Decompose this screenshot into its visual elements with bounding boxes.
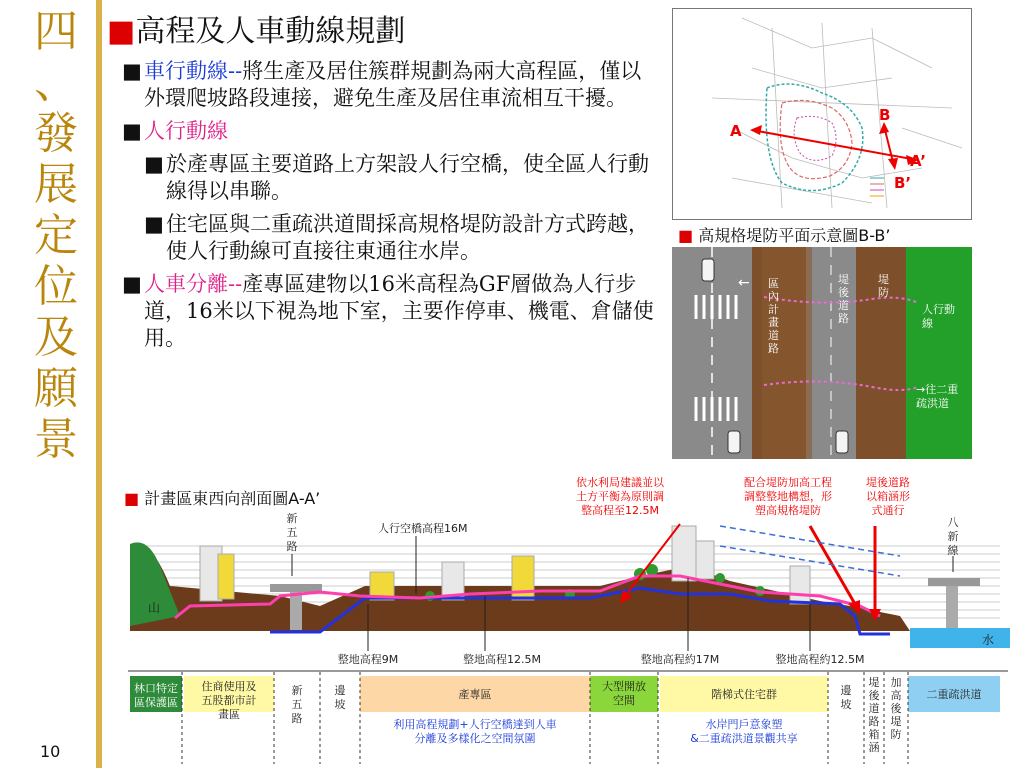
sidebar — [0, 0, 96, 768]
ba-xin-label-char: 線 — [947, 544, 959, 557]
bullet-list — [122, 58, 662, 358]
plan-road-label-char: 畫 — [768, 316, 779, 329]
plan-bank-road-label-char: 道 — [838, 299, 849, 312]
bullet-marker: ■ — [122, 59, 142, 83]
bullet-head: 人行動線 — [144, 119, 228, 143]
bullet-text: 將生產及居住簇群規劃為兩大高程區，僅以外環爬坡路段連接，避免生產及居住車流相互干擾。 — [144, 59, 642, 110]
xinwu-label-char: 新 — [286, 512, 298, 525]
xinwu-road-column — [290, 592, 302, 630]
note-1-line: 整高程至12.5M — [581, 504, 659, 517]
zone-residential-label: 階梯式住宅群 — [711, 688, 777, 701]
plan-pedestrian-label-line: 人行動 — [922, 303, 955, 316]
zone-slope-label: 邊 — [840, 684, 852, 697]
bullet-marker: ■ — [122, 272, 142, 296]
caption-marker: ■ — [678, 226, 694, 245]
caption-marker: ■ — [124, 489, 140, 508]
map-label-b-prime: B’ — [894, 174, 912, 192]
bullet-text: 於產專區主要道路上方架設人行空橋，使全區人行動線得以串聯。 — [166, 152, 649, 203]
plan-road-label-char: 路 — [768, 342, 779, 355]
map-label-b: B — [879, 106, 891, 124]
zone-slope-label: 邊 — [334, 684, 346, 697]
zone-notes — [393, 717, 797, 745]
zone-forest-label: 區保護區 — [134, 696, 178, 709]
ba-xin-column — [946, 586, 958, 628]
xinwu-road-deck — [270, 584, 322, 592]
note-2-line: 配合堤防加高工程 — [744, 476, 832, 489]
bullet-pedestrian — [122, 118, 662, 145]
title-text: 高程及人車動線規劃 — [135, 14, 406, 49]
note-3-line: 式通行 — [871, 504, 905, 517]
xinwu-label — [287, 512, 298, 553]
bullet-text: 產專區建物以16米高程為GF層做為人行步道，16米以下視為地下室，主要作停車、機電、倉儲使用。 — [144, 272, 654, 350]
zone-commercial-label: 五股都市計 — [201, 694, 257, 707]
zone-bank-road-char: 堤 — [868, 676, 880, 689]
plan-bank-road-label-char: 路 — [838, 312, 849, 325]
car-icon — [728, 431, 740, 453]
mountain-label: 山 — [148, 601, 161, 615]
zone-slope-label: 坡 — [840, 698, 852, 711]
ba-xin-label-char: 新 — [947, 530, 959, 543]
green-bank — [906, 247, 972, 459]
slide-title — [107, 6, 405, 50]
vertical-title-char: 願 — [34, 363, 78, 414]
plan-bank-road-label-char: 後 — [838, 286, 849, 299]
vertical-title-char: 位 — [34, 261, 78, 312]
site-map — [672, 8, 972, 220]
plan-levee-label — [878, 272, 889, 299]
note-2-line: 塑高規格堤防 — [755, 504, 821, 517]
plan-floodway-label-line: →往二重 — [916, 383, 959, 396]
zone-note-residential: &二重疏洪道景觀共享 — [690, 732, 798, 745]
zone-bank-road-label — [869, 675, 881, 754]
zone-xinwu-label: 新 — [291, 684, 303, 697]
ba-xin-deck — [928, 578, 980, 586]
zone-raised-levee-char: 高 — [890, 689, 902, 702]
zone-note-industry: 分離及多樣化之空間氛圍 — [414, 732, 536, 745]
bullet-head: 車行動線-- — [144, 59, 243, 83]
zone-bank-road-char: 後 — [868, 689, 880, 702]
caption-text: 計畫區東西向剖面圖A-A’ — [144, 489, 321, 508]
vertical-title-char: 定 — [34, 210, 78, 261]
note-2 — [744, 475, 832, 517]
elevation-label: 整地高程9M — [337, 653, 399, 666]
zone-commercial-label: 住商使用及 — [201, 680, 257, 693]
vertical-title-char: 展 — [34, 159, 78, 210]
vertical-title — [28, 6, 84, 465]
accent-divider — [96, 0, 102, 768]
vertical-title-char: 四 — [34, 6, 78, 57]
bullet-marker: ■ — [122, 119, 142, 143]
plan-arrow: ← — [738, 275, 750, 291]
zone-raised-levee-char: 防 — [890, 728, 902, 741]
note-3 — [866, 475, 910, 517]
zone-raised-levee-char: 加 — [890, 676, 902, 689]
note-1 — [576, 475, 665, 517]
plan-pedestrian-label-line: 線 — [922, 317, 933, 330]
elevation-label: 整地高程12.5M — [463, 653, 541, 666]
page-number: 10 — [40, 742, 61, 761]
car-icon — [836, 431, 848, 453]
bullet-text: 住宅區與二重疏洪道間採高規格堤防設計方式跨越，使人行動線可直接往東通往水岸。 — [166, 212, 649, 263]
water-label: 水 — [982, 633, 995, 647]
zone-industry-label: 產專區 — [458, 688, 492, 701]
zone-open-space-label: 空間 — [613, 694, 635, 707]
bullet-sub-levee — [144, 211, 662, 265]
section-diagram — [120, 466, 1020, 766]
vertical-title-char: 發 — [34, 108, 78, 159]
title-marker: ■ — [107, 14, 136, 49]
note-3-line: 堤後道路 — [866, 476, 910, 489]
caption-text: 高規格堤防平面示意圖B-B’ — [698, 226, 891, 245]
zone-slope-label: 坡 — [334, 698, 346, 711]
zone-note-residential: 水岸門戶意象塑 — [705, 718, 783, 731]
ba-xin-label-char: 八 — [947, 516, 959, 529]
zone-bank-road-char: 涵 — [868, 741, 880, 754]
levee-plan-diagram — [672, 247, 972, 459]
zone-forest-label: 林口特定 — [134, 682, 178, 695]
zone-xinwu-label: 五 — [291, 698, 303, 711]
vertical-title-char: 、 — [34, 57, 78, 108]
ba-xin-label — [948, 516, 959, 557]
xinwu-label-char: 五 — [286, 526, 298, 539]
plan-levee-label-char: 堤 — [878, 273, 889, 286]
zone-commercial-label: 畫區 — [218, 708, 240, 721]
elevation-label: 整地高程約12.5M — [775, 653, 865, 666]
note-2-line: 調整整地構想，形 — [744, 490, 832, 503]
map-label-a: A — [730, 122, 742, 140]
plan-floodway-label-line: 疏洪道 — [916, 397, 949, 410]
vertical-title-char: 及 — [34, 312, 78, 363]
elevation-labels — [338, 652, 865, 666]
plan-road-label-char: 計 — [768, 303, 779, 316]
zone-note-industry: 利用高程規劃+人行空橋達到人車 — [393, 718, 557, 731]
plan-bank-road-label — [838, 272, 850, 325]
plan-road-label-char: 道 — [768, 329, 779, 342]
plan-bank-road-label-char: 堤 — [838, 273, 849, 286]
zone-raised-levee-char: 堤 — [890, 715, 902, 728]
note-1-line: 依水利局建議並以 — [576, 476, 664, 489]
xinwu-label-char: 路 — [286, 540, 298, 553]
plan-road-label-char: 區 — [768, 277, 779, 290]
zone-bank-road-char: 道 — [868, 702, 880, 715]
bullet-head: 人車分離-- — [144, 272, 243, 296]
map-label-a-prime: A’ — [910, 152, 926, 170]
bullet-sub-bridge — [144, 151, 662, 205]
zone-raised-levee-char: 後 — [890, 702, 902, 715]
zone-raised-levee-label — [891, 675, 903, 741]
bridge-label: 人行空橋高程16M — [378, 522, 468, 535]
bullet-separation — [122, 271, 662, 352]
zone-floodway-label: 二重疏洪道 — [926, 688, 982, 701]
view-dashed-1 — [720, 526, 900, 556]
note-1-line: 土方平衡為原則調 — [576, 490, 664, 503]
vertical-title-char: 景 — [34, 414, 78, 465]
zone-open-space-label: 大型開放 — [602, 680, 646, 693]
car-icon — [702, 259, 714, 281]
zone-xinwu-label: 路 — [291, 712, 303, 725]
plan-caption — [678, 223, 890, 246]
plan-levee-label-char: 防 — [878, 286, 889, 299]
bullet-vehicle — [122, 58, 662, 112]
zone-bank-road-char: 路 — [868, 715, 880, 728]
bullet-marker: ■ — [144, 212, 164, 236]
plan-road-label-char: 內 — [768, 290, 779, 303]
elevation-label: 整地高程約17M — [640, 653, 720, 666]
plan-road-label — [768, 277, 779, 355]
note-3-line: 以箱涵形 — [866, 490, 910, 503]
bullet-marker: ■ — [144, 152, 164, 176]
water — [910, 628, 1010, 648]
zone-bank-road-char: 箱 — [868, 728, 880, 741]
